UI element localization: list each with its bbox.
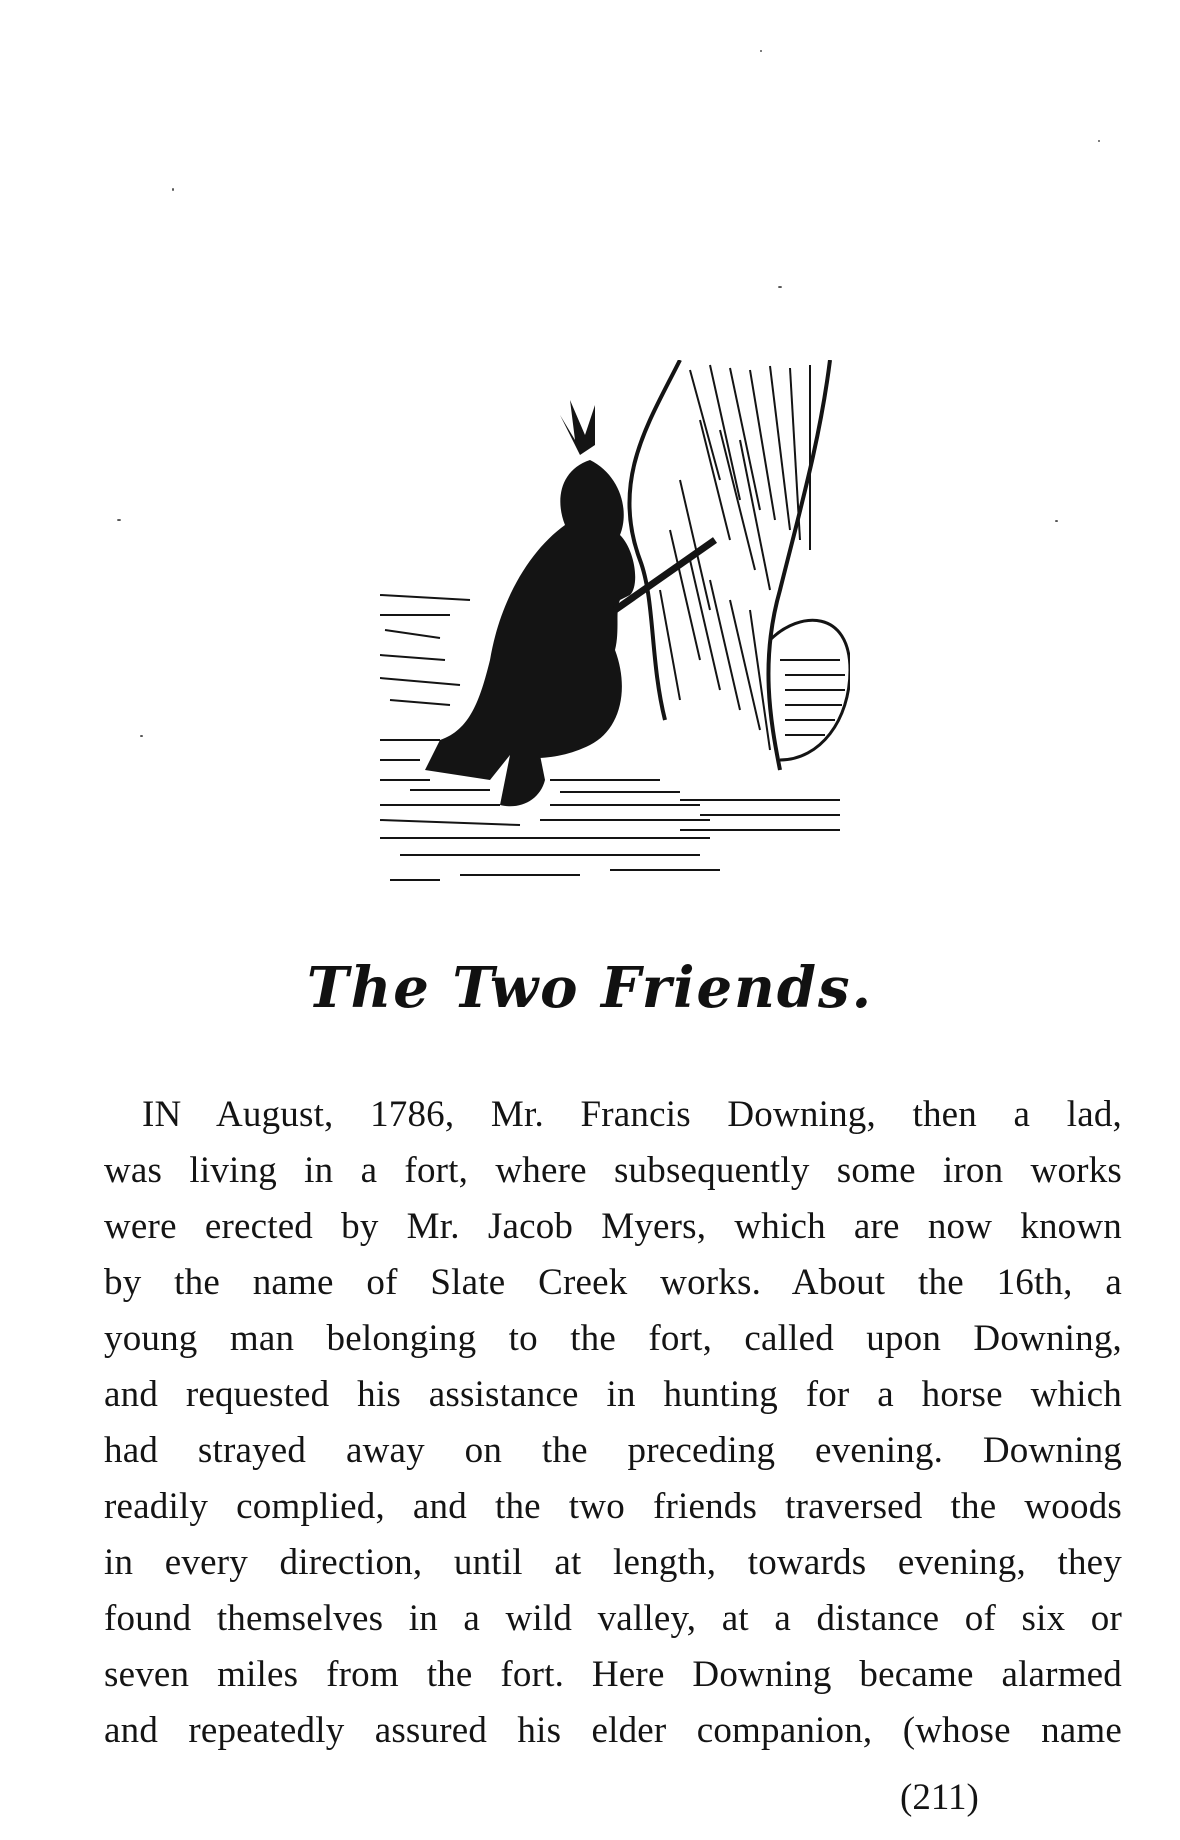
text-line: and repeatedly assured his elder companion, (whose name — [104, 1710, 1122, 1751]
page-number: (211) — [900, 1777, 979, 1818]
rock — [770, 620, 850, 760]
print-speck — [760, 50, 762, 52]
text-line: IN August, 1786, Mr. Francis Downing, then a lad, — [142, 1094, 1122, 1135]
chapter-title: The Two Friends. — [306, 955, 874, 1021]
text-line: by the name of Slate Creek works. About the 16th, a — [104, 1262, 1122, 1303]
woodcut-illustration — [380, 360, 850, 920]
body-paragraph — [104, 1087, 1122, 1759]
print-speck — [778, 286, 782, 288]
text-line: readily complied, and the two friends traversed the woods — [104, 1486, 1122, 1527]
kneeling-figure — [425, 400, 715, 806]
text-line: young man belonging to the fort, called upon Downing, — [104, 1318, 1122, 1359]
tree-trunk — [629, 360, 830, 770]
print-speck — [172, 188, 174, 191]
text-line: was living in a fort, where subsequently some iron works — [104, 1150, 1122, 1191]
text-line: in every direction, until at length, towards evening, they — [104, 1542, 1122, 1583]
text-line: had strayed away on the preceding evening. Downing — [104, 1430, 1122, 1471]
text-line: found themselves in a wild valley, at a distance of six or — [104, 1598, 1122, 1639]
text-line: seven miles from the fort. Here Downing became alarmed — [104, 1654, 1122, 1695]
text-line: and requested his assistance in hunting for a horse which — [104, 1374, 1122, 1415]
print-speck — [1055, 520, 1058, 522]
print-speck — [1098, 140, 1100, 142]
text-line: were erected by Mr. Jacob Myers, which are now known — [104, 1206, 1122, 1247]
print-speck — [140, 735, 143, 737]
print-speck — [117, 519, 121, 521]
